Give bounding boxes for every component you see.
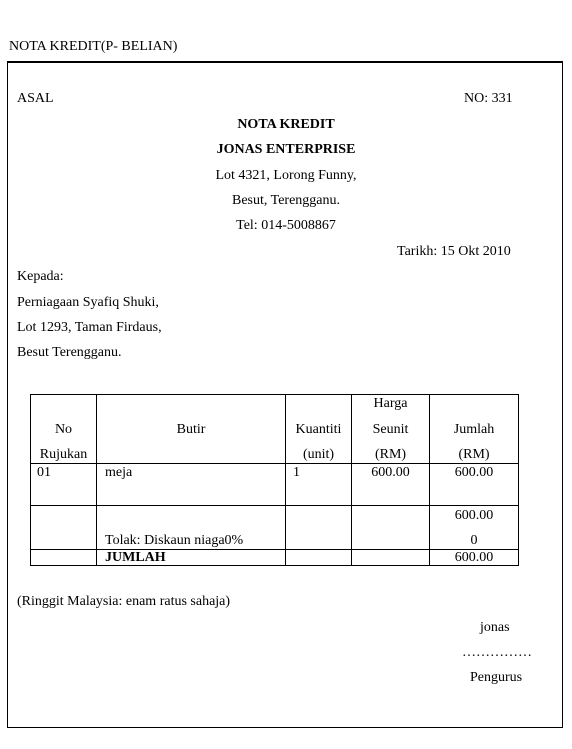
header-harga: Harga bbox=[373, 396, 408, 411]
row-harga: 600.00 bbox=[371, 465, 410, 480]
signature-title: Pengurus bbox=[470, 670, 523, 685]
company-address-2: Besut, Terengganu. bbox=[231, 193, 340, 208]
row-butir: meja bbox=[105, 465, 133, 480]
amount-in-words: (Ringgit Malaysia: enam ratus sahaja) bbox=[17, 594, 231, 609]
company-name: JONAS ENTERPRISE bbox=[216, 142, 356, 157]
row-jumlah: 600.00 bbox=[454, 465, 494, 480]
note-date: Tarikh: 15 Okt 2010 bbox=[397, 244, 511, 259]
header-harga-rm: (RM) bbox=[374, 447, 407, 462]
recipient-line-1: Perniagaan Syafiq Shuki, bbox=[17, 295, 159, 310]
company-address-1: Lot 4321, Lorong Funny, bbox=[215, 168, 357, 183]
header-no: No bbox=[54, 422, 73, 437]
signature-line: …………… bbox=[462, 645, 532, 660]
signature-name: jonas bbox=[480, 620, 510, 635]
total-value: 600.00 bbox=[454, 550, 494, 565]
row-kuantiti: 1 bbox=[293, 465, 300, 480]
header-butir: Butir bbox=[176, 422, 206, 437]
header-jumlah-rm: (RM) bbox=[458, 447, 490, 462]
discount-label: Tolak: Diskaun niaga0% bbox=[105, 533, 244, 548]
recipient-line-2: Lot 1293, Taman Firdaus, bbox=[17, 320, 162, 335]
recipient-label: Kepada: bbox=[17, 269, 64, 284]
asal-label: ASAL bbox=[17, 91, 54, 106]
discount-value: 0 bbox=[470, 533, 478, 548]
note-number: NO: 331 bbox=[464, 91, 513, 106]
header-seunit: Seunit bbox=[372, 422, 409, 437]
recipient-line-3: Besut Terengganu. bbox=[17, 345, 122, 360]
row-no: 01 bbox=[37, 465, 51, 480]
total-label: JUMLAH bbox=[105, 550, 166, 565]
header-kuantiti-unit: (unit) bbox=[302, 447, 335, 462]
header-jumlah: Jumlah bbox=[453, 422, 495, 437]
subtotal-value: 600.00 bbox=[454, 508, 494, 523]
company-phone: Tel: 014-5008867 bbox=[236, 218, 336, 233]
document-title: NOTA KREDIT(P- BELIAN) bbox=[9, 39, 178, 54]
header-kuantiti: Kuantiti bbox=[295, 422, 342, 437]
header-rujukan: Rujukan bbox=[39, 447, 88, 462]
note-heading: NOTA KREDIT bbox=[237, 117, 335, 132]
